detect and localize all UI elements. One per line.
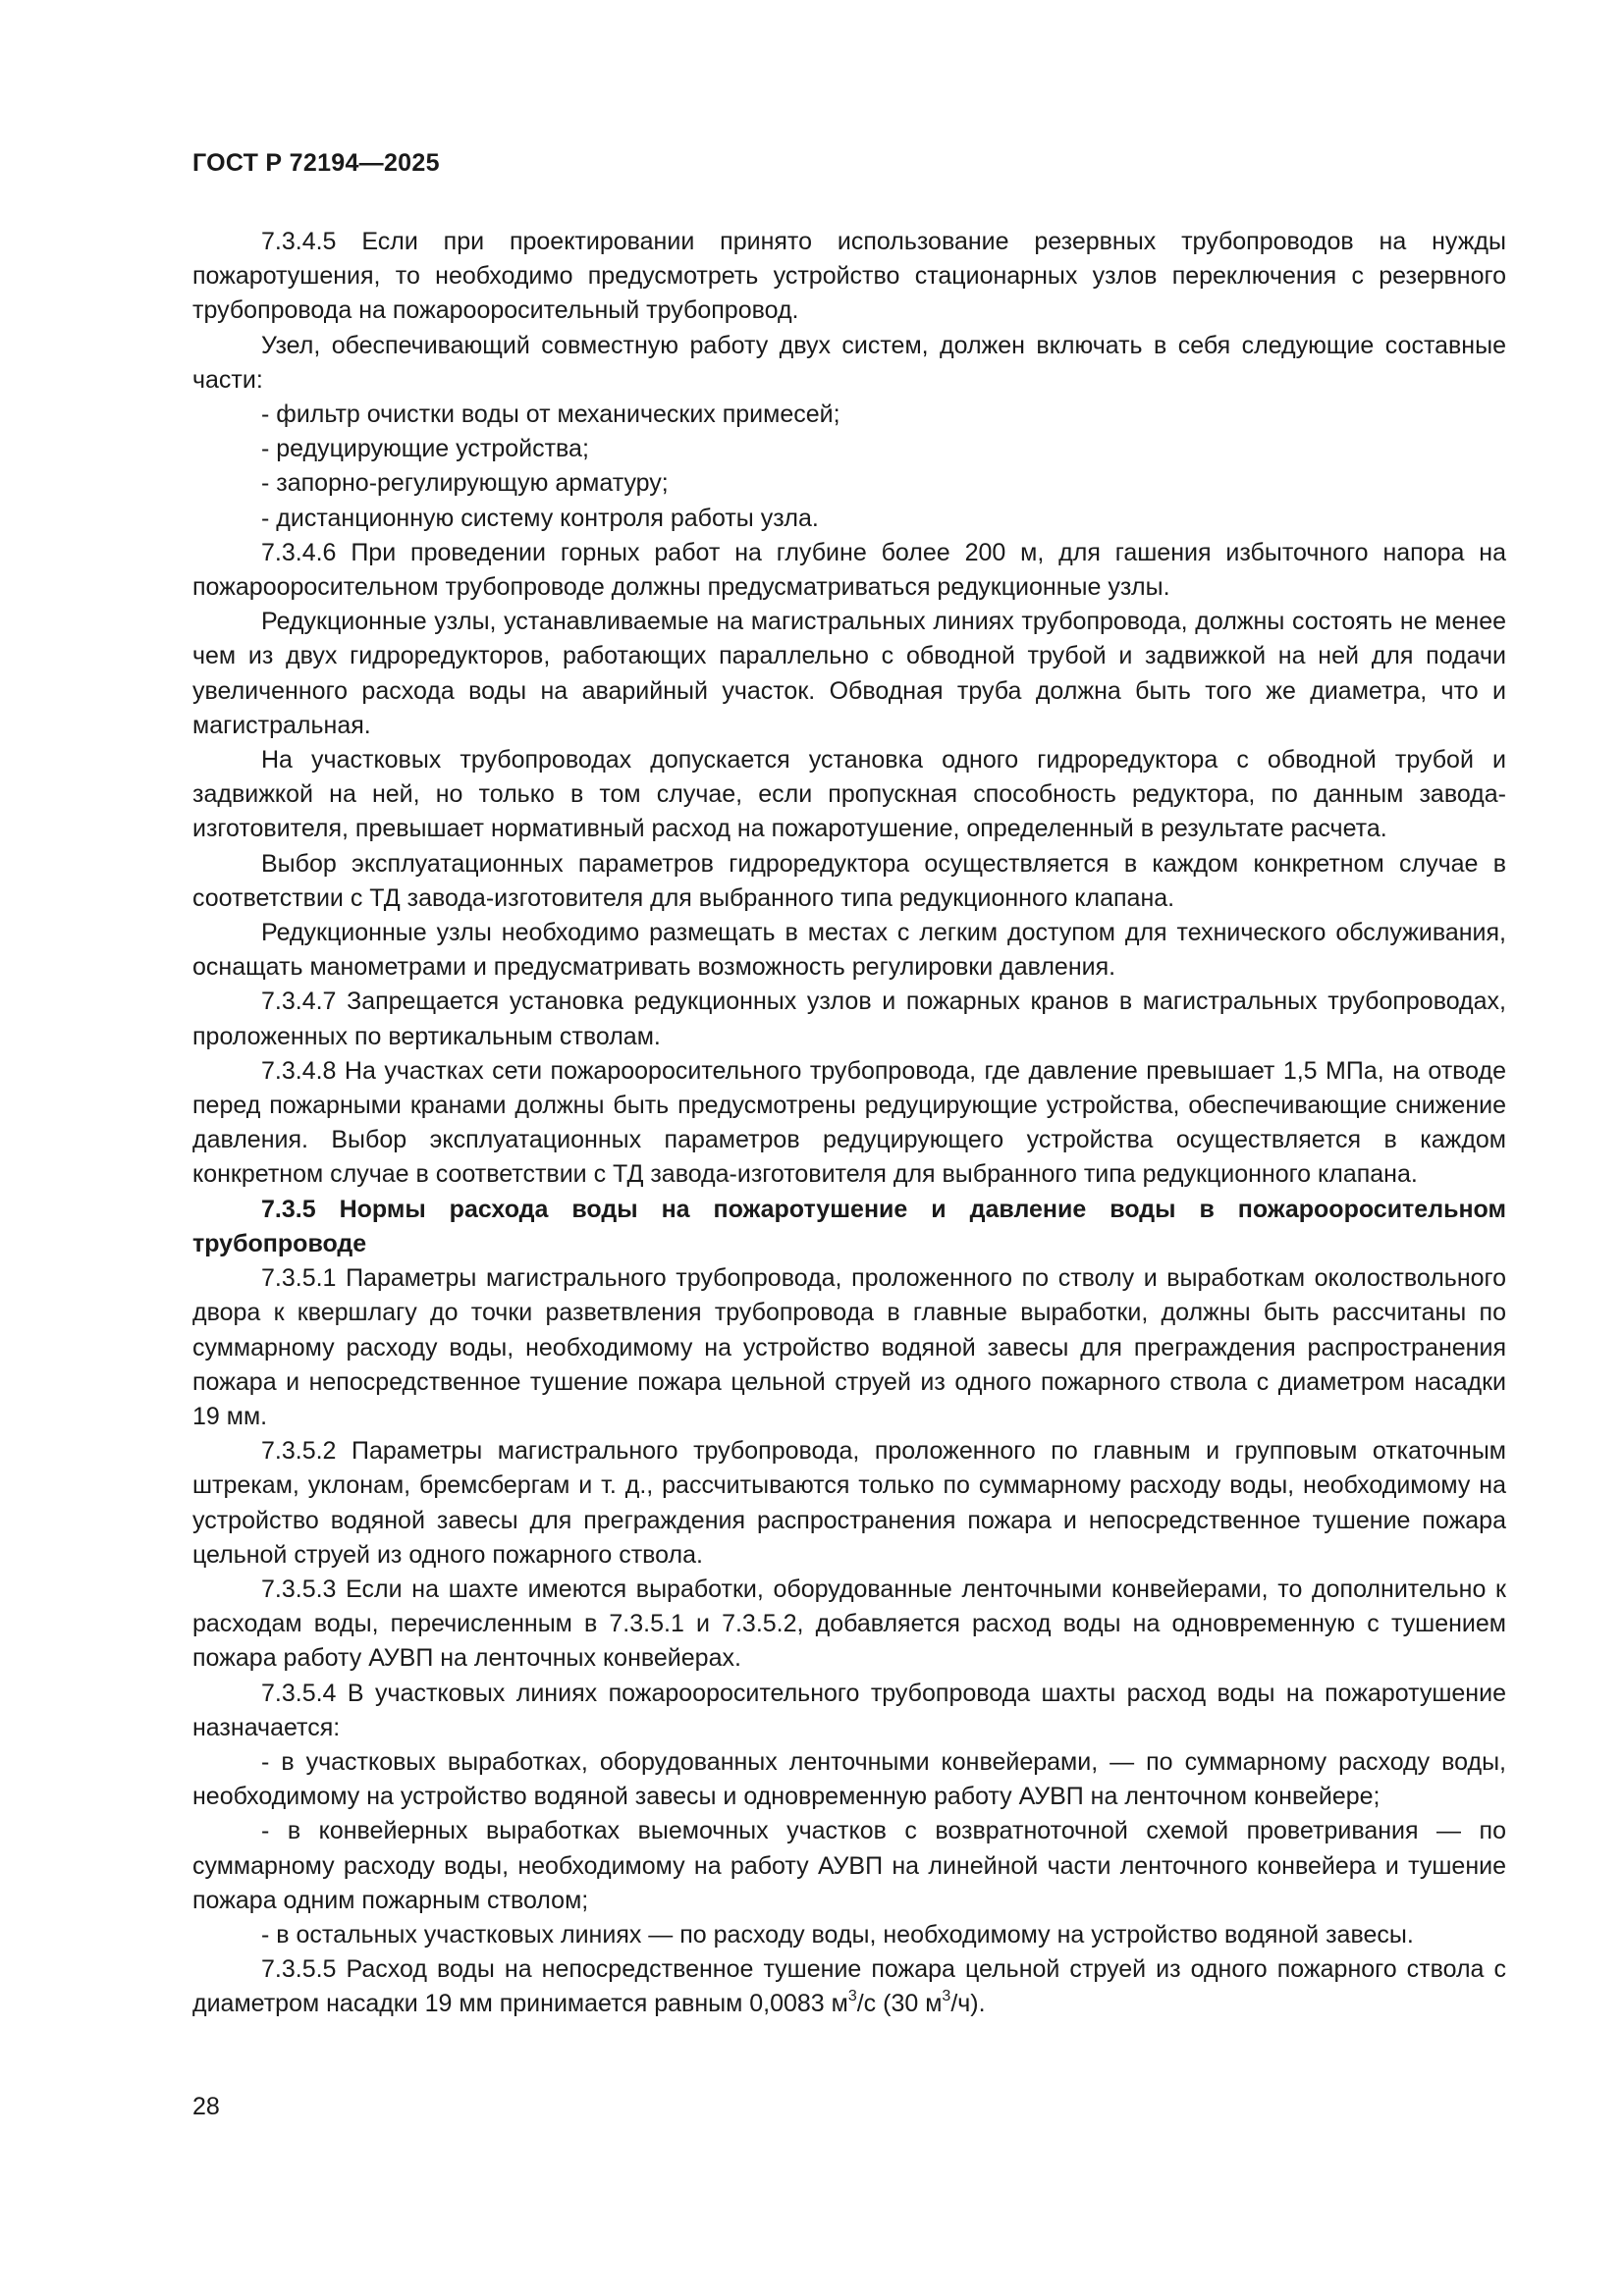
paragraph-section-pipelines: На участковых трубопроводах допускается установка одного гидроредуктора с обводной трубой и задвижкой на ней, но только в том случае, если пропускная способность редуктора, по данным завода-изготовителя, превышает нормативный расход на пожаротушение, определенный в результате расчета. bbox=[192, 746, 1506, 843]
node-components-list bbox=[192, 398, 1506, 536]
paragraph-7-3-5-1: 7.3.5.1 Параметры магистрального трубопровода, проложенного по стволу и выработкам околоствольного двора к квершлагу до точки разветвления трубопровода в главные выработки, должны быть рассчитаны по суммарному расходу воды, необходимому на устройство водяной завесы для преграждения распространения пожара и непосредственное тушение пожара цельной струей из одного пожарного ствола с диаметром насадки 19 мм. bbox=[192, 1264, 1506, 1430]
paragraph-7-3-4-5: 7.3.4.5 Если при проектировании принято использование резервных трубопроводов на нужды пожаротушения, то необходимо предусмотреть устройство стационарных узлов переключения с резервного трубопровода на пожарооросительный трубопровод. bbox=[192, 228, 1506, 325]
list-item: - в участковых выработках, оборудованных ленточными конвейерами, — по суммарному расходу воды, необходимому на устройство водяной завесы и одновременную работу АУВП на ленточном конвейере; bbox=[192, 1747, 1506, 1811]
text-segment: /ч). bbox=[950, 1990, 986, 2018]
text-segment: /с (30 м bbox=[856, 1990, 943, 2018]
paragraph-parameters-selection: Выбор эксплуатационных параметров гидроредуктора осуществляется в каждом конкретном случае в соответствии с ТД завода-изготовителя для выбранного типа редукционного клапана. bbox=[192, 849, 1506, 912]
water-consumption-list bbox=[192, 1745, 1506, 1952]
paragraph-node-composition: Узел, обеспечивающий совместную работу двух систем, должен включать в себя следующие составные части: bbox=[192, 331, 1506, 394]
paragraph-7-3-5-3: 7.3.5.3 Если на шахте имеются выработки, оборудованные ленточными конвейерами, то дополнительно к расходам воды, перечисленным в 7.3.5.1 и 7.3.5.2, добавляется расход воды на одновременную с тушением пожара работу АУВП на ленточных конвейерах. bbox=[192, 1575, 1506, 1673]
paragraph-placement: Редукционные узлы необходимо размещать в местах с легким доступом для технического обслуживания, оснащать манометрами и предусматривать возможность регулировки давления. bbox=[192, 919, 1506, 982]
paragraph-reduction-nodes: Редукционные узлы, устанавливаемые на магистральных линиях трубопровода, должны состоять не менее чем из двух гидроредукторов, работающих параллельно с обводной трубой и задвижкой на ней для подачи увеличенного расхода воды на аварийный участок. Обводная труба должна быть того же диаметра, что и магистральная. bbox=[192, 608, 1506, 739]
paragraph-7-3-5-2: 7.3.5.2 Параметры магистрального трубопровода, проложенного по главным и групповым откаточным штрекам, уклонам, бремсбергам и т. д., рассчитываются только по суммарному расходу воды, необходимому на устройство водяной завесы для преграждения распространения пожара и непосредственное тушение пожара цельной струей из одного пожарного ствола. bbox=[192, 1437, 1506, 1569]
list-item: - дистанционную систему контроля работы узла. bbox=[261, 504, 819, 532]
page-number: 28 bbox=[192, 2093, 220, 2120]
document-code-header: ГОСТ Р 72194—2025 bbox=[192, 149, 440, 177]
list-item: - в конвейерных выработках выемочных участков с возвратноточной схемой проветривания — по суммарному расходу воды, необходимому на работу АУВП на линейной части ленточного конвейера и тушение пожара одним пожарным стволом; bbox=[192, 1817, 1506, 1914]
text-segment: 7.3.5.5 Расход воды на непосредственное тушение пожара цельной струей из одного пожарного ствола с диаметром насадки 19 мм принимается равным 0,0083 м bbox=[192, 1955, 1506, 2018]
list-item: - редуцирующие устройства; bbox=[261, 435, 589, 463]
paragraph-7-3-4-7: 7.3.4.7 Запрещается установка редукционных узлов и пожарных кранов в магистральных трубопроводах, проложенных по вертикальным стволам. bbox=[192, 988, 1506, 1050]
list-item: - запорно-регулирующую арматуру; bbox=[261, 469, 669, 498]
superscript: 3 bbox=[942, 1988, 951, 2005]
paragraph-7-3-5-4: 7.3.5.4 В участковых линиях пожарооросительного трубопровода шахты расход воды на пожаротушение назначается: bbox=[192, 1679, 1506, 1741]
paragraph-7-3-4-8: 7.3.4.8 На участках сети пожарооросительного трубопровода, где давление превышает 1,5 МПа, на отводе перед пожарными кранами должны быть предусмотрены редуцирующие устройства, обеспечивающие снижение давления. Выбор эксплуатационных параметров редуцирующего устройства осуществляется в каждом конкретном случае в соответствии с ТД завода-изготовителя для выбранного типа редукционного клапана. bbox=[192, 1056, 1506, 1189]
list-item: - фильтр очистки воды от механических примесей; bbox=[261, 400, 840, 429]
paragraph-7-3-5-5 bbox=[192, 1952, 1506, 2021]
section-heading-7-3-5: 7.3.5 Нормы расхода воды на пожаротушение и давление воды в пожарооросительном трубопроводе bbox=[192, 1195, 1506, 1257]
paragraph-7-3-4-6: 7.3.4.6 При проведении горных работ на глубине более 200 м, для гашения избыточного напора на пожарооросительном трубопроводе должны предусматриваться редукционные узлы. bbox=[192, 538, 1506, 602]
document-body bbox=[192, 225, 1506, 2022]
list-item: - в остальных участковых линиях — по расходу воды, необходимому на устройство водяной завесы. bbox=[261, 1920, 1414, 1949]
superscript: 3 bbox=[847, 1988, 857, 2005]
